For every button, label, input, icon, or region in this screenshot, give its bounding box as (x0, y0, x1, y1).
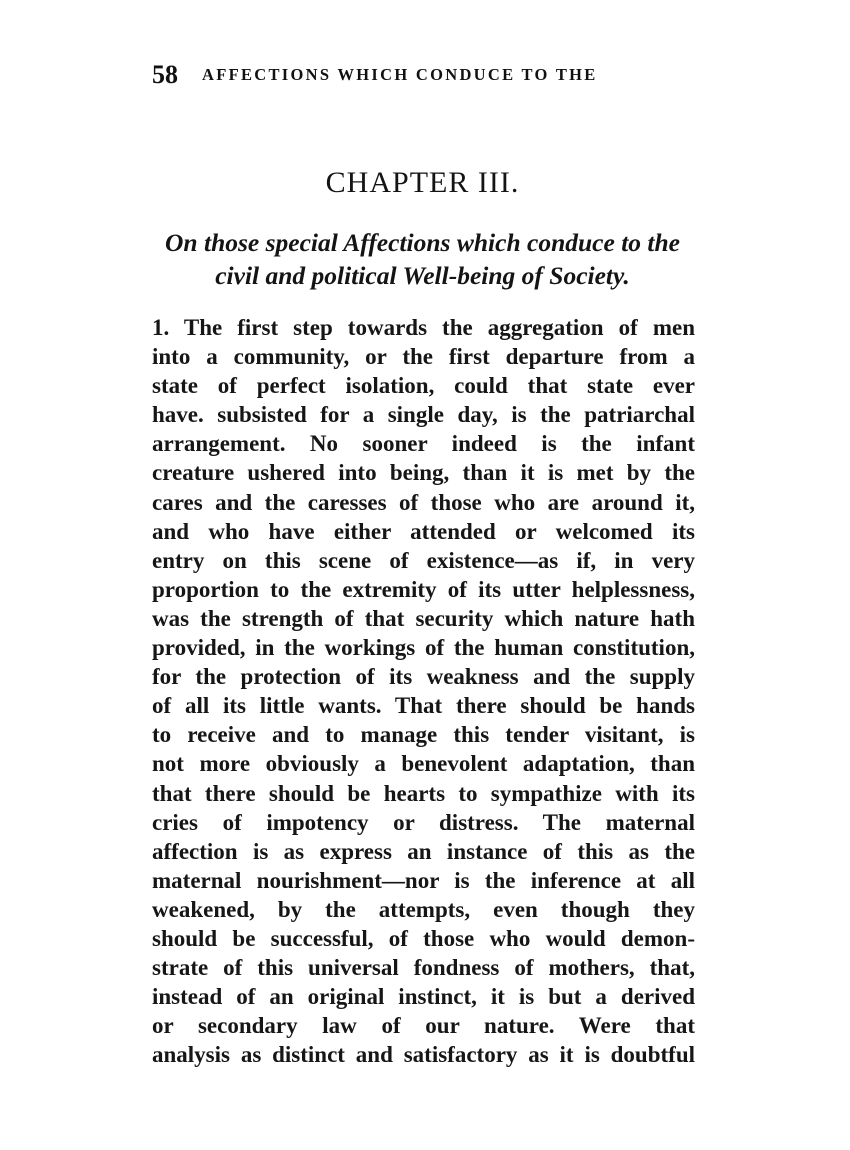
text-line: strate of this universal fondness of mothers, that, (152, 955, 695, 981)
chapter-subtitle-line: On those special Affections which conduce to the (165, 228, 680, 257)
text-line: instead of an original instinct, it is but a derived (152, 984, 695, 1010)
text-line: or secondary law of our nature. Were that (152, 1013, 695, 1039)
body-paragraph (152, 313, 695, 1069)
running-title: AFFECTIONS WHICH CONDUCE TO THE (202, 65, 598, 84)
text-line: to receive and to manage this tender visitant, is (152, 722, 695, 748)
text-line: maternal nourishment—nor is the inference at all (152, 867, 695, 893)
page-number: 58 (152, 60, 178, 89)
text-line: into a community, or the first departure from a (152, 344, 695, 370)
text-line: should be successful, of those who would demon- (152, 925, 695, 951)
text-line: that there should be hearts to sympathize with its (152, 780, 695, 806)
text-line: and who have either attended or welcomed its (152, 518, 695, 544)
text-line: arrangement. No sooner indeed is the infant (152, 431, 695, 457)
chapter-heading: CHAPTER III. (325, 166, 520, 199)
text-line: was the strength of that security which nature hath (152, 605, 695, 631)
text-line: proportion to the extremity of its utter helplessness, (152, 576, 695, 602)
text-line: for the protection of its weakness and the supply (152, 664, 695, 690)
text-line: creature ushered into being, than it is met by the (152, 460, 695, 486)
text-line: of all its little wants. That there should be hands (152, 693, 695, 719)
text-line: not more obviously a benevolent adaptation, than (152, 751, 695, 777)
text-line: provided, in the workings of the human constitution, (152, 635, 695, 661)
text-line: cries of impotency or distress. The maternal (152, 809, 695, 835)
text-line: analysis as distinct and satisfactory as it is doubtful (152, 1042, 695, 1068)
text-line: affection is as express an instance of this as the (152, 838, 695, 864)
text-line: cares and the caresses of those who are around it, (152, 489, 695, 515)
text-line: weakened, by the attempts, even though they (152, 896, 695, 922)
text-line: have. subsisted for a single day, is the patriarchal (152, 402, 695, 428)
running-head (152, 58, 632, 92)
chapter-subtitle-line: civil and political Well-being of Society. (215, 261, 630, 290)
text-line: state of perfect isolation, could that state ever (152, 373, 695, 399)
text-line: 1. The first step towards the aggregation of men (152, 315, 695, 340)
text-line: entry on this scene of existence—as if, in very (152, 547, 695, 573)
chapter-subtitle (150, 226, 695, 292)
